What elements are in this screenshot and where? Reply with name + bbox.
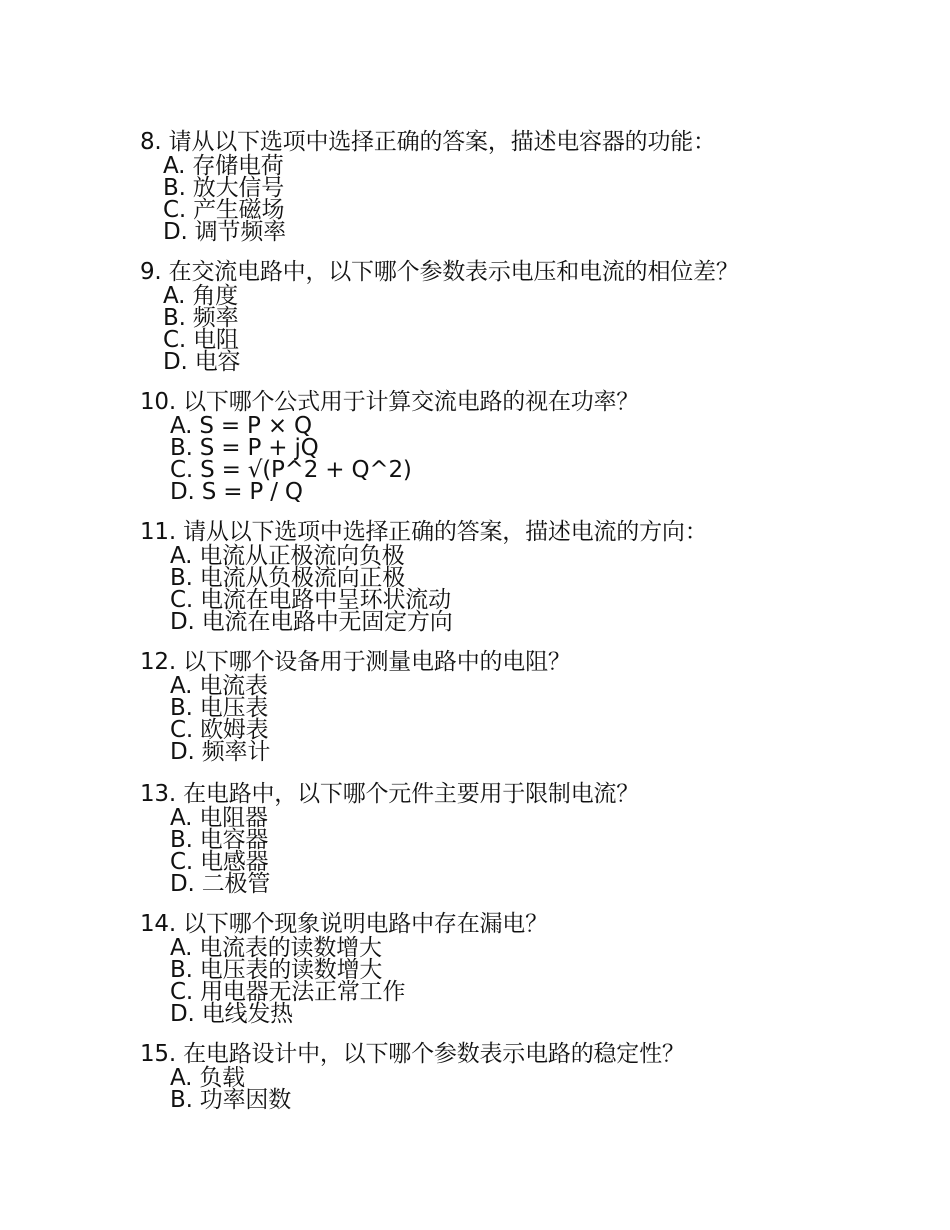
option-b: B. 频率 <box>163 305 239 331</box>
option-list <box>140 675 900 763</box>
option-a: A. 负载 <box>170 1065 245 1091</box>
option-list <box>140 545 900 633</box>
option-b: B. 电容器 <box>170 827 269 853</box>
question-12 <box>140 649 900 763</box>
question-text: 8. 请从以下选项中选择正确的答案，描述电容器的功能： <box>140 129 716 155</box>
option-list <box>140 415 900 503</box>
question-9 <box>140 259 900 373</box>
option-a: A. 电阻器 <box>170 805 268 831</box>
option-b: B. 功率因数 <box>170 1087 292 1113</box>
option-list <box>140 155 900 243</box>
option-d: D. S = P / Q <box>170 479 303 505</box>
option-d: D. 二极管 <box>170 871 271 897</box>
option-d: D. 频率计 <box>170 739 271 765</box>
option-a: A. 电流表 <box>170 673 268 699</box>
option-list <box>140 1067 900 1111</box>
option-b: B. S = P + jQ <box>170 435 319 461</box>
question-14 <box>140 911 900 1025</box>
option-a: A. 存储电荷 <box>163 153 284 179</box>
option-b: B. 电流从负极流向正极 <box>170 565 406 591</box>
option-d: D. 调节频率 <box>163 219 286 245</box>
option-c: C. 产生磁场 <box>163 197 285 223</box>
question-text: 11. 请从以下选项中选择正确的答案，描述电流的方向： <box>140 519 708 545</box>
option-a: A. 电流表的读数增大 <box>170 935 382 961</box>
question-text: 14. 以下哪个现象说明电路中存在漏电？ <box>140 911 548 937</box>
question-text: 12. 以下哪个设备用于测量电路中的电阻？ <box>140 649 571 675</box>
option-c: C. S = √(P^2 + Q^2) <box>170 457 412 483</box>
question-10 <box>140 389 900 503</box>
option-b: B. 电压表 <box>170 695 269 721</box>
option-c: C. 电感器 <box>170 849 269 875</box>
option-c: C. 电流在电路中呈环状流动 <box>170 587 451 613</box>
option-list <box>140 937 900 1025</box>
question-11 <box>140 519 900 633</box>
option-a: A. 角度 <box>163 283 238 309</box>
option-d: D. 电线发热 <box>170 1001 293 1027</box>
question-text: 9. 在交流电路中，以下哪个参数表示电压和电流的相位差？ <box>140 259 739 285</box>
option-list <box>140 807 900 895</box>
option-c: C. 电阻 <box>163 327 239 353</box>
question-text: 10. 以下哪个公式用于计算交流电路的视在功率？ <box>140 389 640 415</box>
option-b: B. 电压表的读数增大 <box>170 957 383 983</box>
question-15 <box>140 1041 900 1111</box>
option-d: D. 电容 <box>163 349 241 375</box>
option-c: C. 欧姆表 <box>170 717 269 743</box>
option-a: A. S = P × Q <box>170 413 312 439</box>
option-b: B. 放大信号 <box>163 175 285 201</box>
option-d: D. 电流在电路中无固定方向 <box>170 609 453 635</box>
option-a: A. 电流从正极流向负极 <box>170 543 405 569</box>
question-text: 15. 在电路设计中，以下哪个参数表示电路的稳定性？ <box>140 1041 685 1067</box>
question-text: 13. 在电路中，以下哪个元件主要用于限制电流？ <box>140 781 640 807</box>
option-list <box>140 285 900 373</box>
question-8 <box>140 129 900 243</box>
option-c: C. 用电器无法正常工作 <box>170 979 406 1005</box>
question-13 <box>140 781 900 895</box>
